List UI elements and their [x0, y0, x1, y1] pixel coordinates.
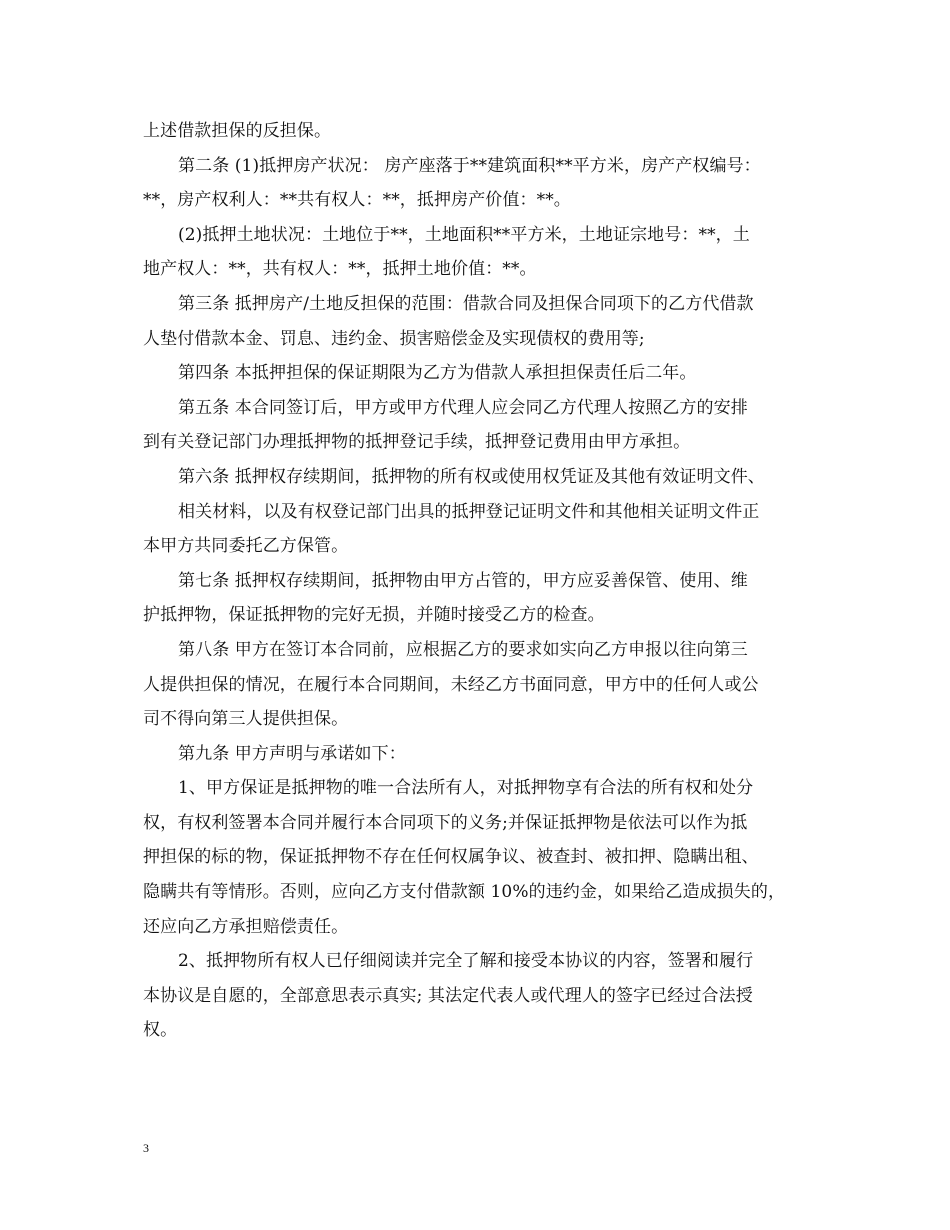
text-line: 人提供担保的情况，在履行本合同期间，未经乙方书面同意，甲方中的任何人或公: [143, 674, 759, 695]
text-line: 第五条 本合同签订后，甲方或甲方代理人应会同乙方代理人按照乙方的安排: [178, 397, 748, 418]
text-line: 上述借款担保的反担保。: [143, 121, 332, 141]
page-number: 3: [143, 1141, 149, 1155]
text-line: 司不得向第三人提供担保。: [143, 709, 349, 730]
text-line: 第四条 本抵押担保的保证期限为乙方为借款人承担担保责任后二年。: [178, 363, 697, 384]
text-line: **，房产权利人：**共有权人：**，抵押房产价值：**。: [143, 190, 571, 211]
text-line: 相关材料，以及有权登记部门出具的抵押登记证明文件和其他相关证明文件正: [178, 501, 760, 522]
text-line: 第九条 甲方声明与承诺如下：: [178, 743, 406, 764]
text-line: 第六条 抵押权存续期间，抵押物的所有权或使用权凭证及其他有效证明文件、: [178, 466, 765, 487]
text-line: 地产权人：**，共有权人：**，抵押土地价值：**。: [143, 259, 537, 280]
text-line: 权，有权利签署本合同并履行本合同项下的义务;并保证抵押物是依法可以作为抵: [143, 812, 748, 833]
text-line: 到有关登记部门办理抵押物的抵押登记手续，抵押登记费用由甲方承担。: [143, 432, 691, 453]
text-line: 还应向乙方承担赔偿责任。: [143, 916, 349, 937]
text-line: 本甲方共同委托乙方保管。: [143, 536, 349, 557]
text-line: 护抵押物，保证抵押物的完好无损，并随时接受乙方的检查。: [143, 605, 605, 626]
text-line: 第三条 抵押房产/土地反担保的范围：借款合同及担保合同项下的乙方代借款: [178, 293, 754, 314]
text-line: 第七条 抵押权存续期间，抵押物由甲方占管的，甲方应妥善保管、使用、维: [178, 570, 748, 591]
text-line: 本协议是自愿的，全部意思表示真实; 其法定代表人或代理人的签字已经过合法授: [143, 985, 753, 1006]
text-line: (2)抵押土地状况：土地位于**，土地面积**平方米，土地证宗地号：**，土: [178, 224, 750, 245]
text-line: 2、抵押物所有权人已仔细阅读并完全了解和接受本协议的内容，签署和履行: [178, 951, 754, 972]
text-line: 隐瞒共有等情形。否则，应向乙方支付借款额 10%的违约金，如果给乙造成损失的，: [143, 882, 786, 903]
text-line: 押担保的标的物，保证抵押物不存在任何权属争议、被查封、被扣押、隐瞒出租、: [143, 847, 759, 868]
text-line: 第八条 甲方在签订本合同前，应根据乙方的要求如实向乙方申报以往向第三: [178, 639, 748, 660]
text-line: 人垫付借款本金、罚息、违约金、损害赔偿金及实现债权的费用等;: [143, 328, 645, 349]
text-line: 1、甲方保证是抵押物的唯一合法所有人，对抵押物享有合法的所有权和处分: [178, 778, 754, 799]
text-line: 权。: [143, 1020, 178, 1041]
document-body: [143, 114, 815, 1048]
text-line: 第二条 (1)抵押房产状况： 房产座落于**建筑面积**平方米，房产产权编号：: [178, 155, 761, 176]
